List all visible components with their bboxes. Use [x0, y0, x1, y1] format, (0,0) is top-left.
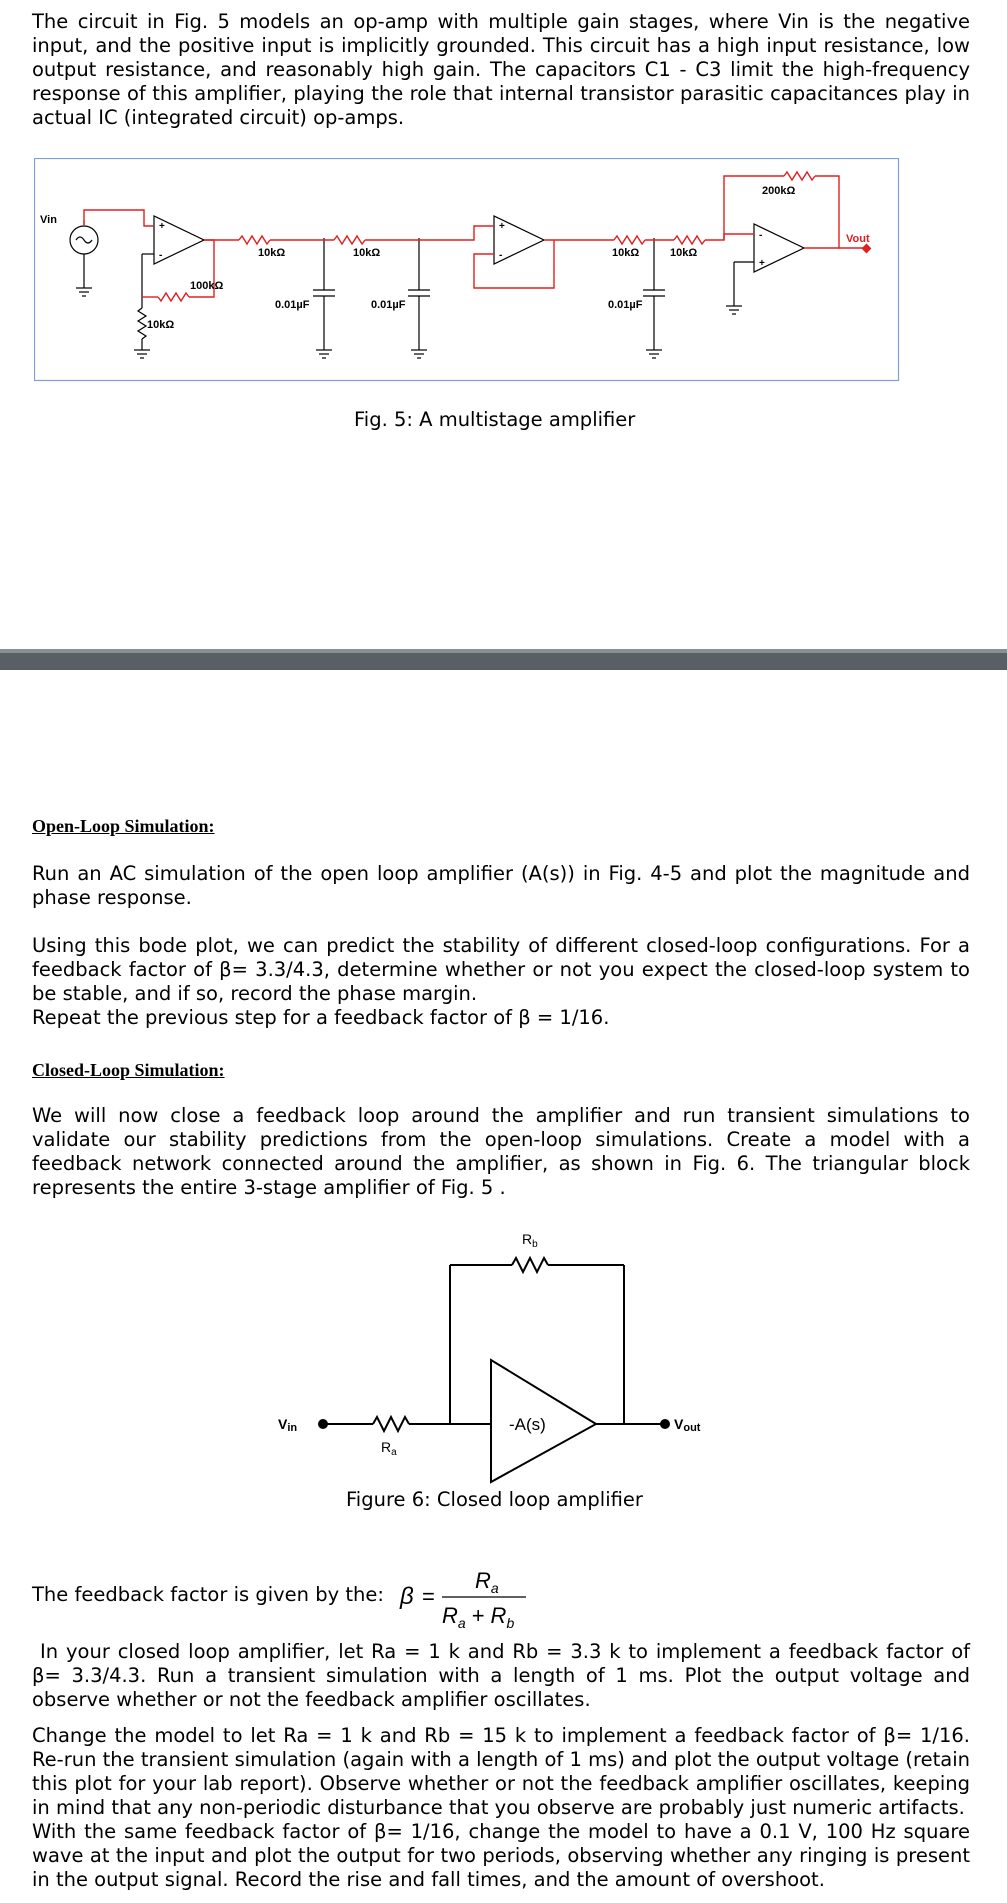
- den-ra: R: [442, 1603, 458, 1628]
- c1-label: 0.01µF: [275, 299, 310, 311]
- c3-label: 0.01µF: [608, 299, 643, 311]
- num-sub: a: [490, 1580, 499, 1596]
- svg-text:β: [399, 1583, 414, 1610]
- fig6-schematic: [270, 1225, 730, 1485]
- open-loop-p2a: Using this bode plot, we can predict the stability of different closed-loop configurations. For a feedback factor of β= 3.3/4.3, determine whether or not you expect the closed-loop system to be stable, and if so, record the phase margin.: [32, 934, 970, 1005]
- op2-plus: +: [499, 221, 505, 232]
- r-10k-bottom-label: 10kΩ: [147, 319, 175, 331]
- intro-paragraph: The circuit in Fig. 5 models an op-amp with multiple gain stages, where Vin is the negative input, and the positive input is implicitly grounded. This circuit has a high input resistance, low output resistance, and reasonably high gain. The capacitors C1 - C3 limit the high-frequency response of this amplifier, playing the role that internal transistor parasitic capacitances play in actual IC (integrated circuit) op-amps.: [32, 10, 970, 129]
- r-100k-label: 100kΩ: [190, 280, 224, 292]
- svg-text:Vout: [674, 1416, 701, 1434]
- vin-sub: in: [287, 1422, 298, 1434]
- fig5-caption: Fig. 5: A multistage amplifier: [354, 408, 636, 431]
- beta-symbol: β: [400, 1583, 414, 1610]
- svg-text:Ra+Rb: [442, 1603, 514, 1630]
- num-r: R: [475, 1568, 491, 1593]
- fig6-caption: Figure 6: Closed loop amplifier: [346, 1488, 643, 1511]
- fig5-schematic: [34, 158, 900, 382]
- feedback-lead: The feedback factor is given by the:: [32, 1583, 384, 1606]
- vin-label: V: [278, 1416, 288, 1432]
- op1-minus: -: [159, 250, 163, 261]
- op2-minus: -: [499, 250, 503, 261]
- fig5-vout-label: Vout: [846, 233, 870, 245]
- svg-text:Rb: [522, 1231, 538, 1250]
- ra-sub: a: [391, 1447, 397, 1458]
- vin-node-icon: [319, 1420, 327, 1428]
- op1-plus: +: [159, 221, 165, 232]
- eq-sign: =: [422, 1584, 435, 1609]
- r-10k-b-label: 10kΩ: [353, 247, 381, 259]
- c2-label: 0.01µF: [371, 299, 406, 311]
- svg-text:Vin: [278, 1416, 297, 1434]
- op3-minus: -: [759, 230, 763, 241]
- ra-resistor-icon: [373, 1417, 409, 1431]
- den-rb: R: [490, 1603, 507, 1628]
- rb-resistor-icon: [512, 1258, 548, 1272]
- open-loop-p1: Run an AC simulation of the open loop amplifier (A(s)) in Fig. 4-5 and plot the magnitude and phase response.: [32, 862, 970, 909]
- vout-label: V: [674, 1416, 684, 1432]
- rb-sub: b: [532, 1239, 538, 1250]
- open-loop-heading: Open-Loop Simulation:: [32, 816, 215, 836]
- den-rb-sub: b: [506, 1615, 515, 1630]
- r-10k-a-label: 10kΩ: [258, 247, 286, 259]
- rb-label: R: [522, 1231, 533, 1247]
- fig5-vin-label: Vin: [40, 214, 57, 226]
- op3-plus: +: [759, 258, 765, 269]
- den-plus: +: [471, 1603, 485, 1628]
- beta-equation: [398, 1562, 538, 1630]
- r-10k-d-label: 10kΩ: [670, 247, 698, 259]
- open-loop-p2b: Repeat the previous step for a feedback factor of β = 1/16.: [32, 1006, 610, 1029]
- final-p3: With the same feedback factor of β= 1/16, change the model to have a 0.1 V, 100 Hz square wave at the input and plot the output for two periods, observing whether any ringing is present in the output signal. Record the rise and fall times, and the amount of overshoot.: [32, 1820, 970, 1891]
- closed-loop-heading: Closed-Loop Simulation:: [32, 1060, 225, 1080]
- vout-node-icon: [661, 1420, 669, 1428]
- den-ra-sub: a: [457, 1615, 466, 1630]
- ra-label: R: [381, 1439, 392, 1455]
- r-200k-label: 200kΩ: [762, 185, 796, 197]
- page-divider: [0, 649, 1007, 670]
- vout-sub: out: [683, 1422, 701, 1434]
- amp-label: -A(s): [509, 1415, 546, 1434]
- closed-loop-p1: We will now close a feedback loop around the amplifier and run transient simulations to validate our stability predictions from the open-loop simulations. Create a model with a feedback network connected around the amplifier, as shown in Fig. 6. The triangular block represents the entire 3-stage amplifier of Fig. 5 .: [32, 1104, 970, 1199]
- svg-text:Ra: [381, 1439, 397, 1458]
- final-p1: In your closed loop amplifier, let Ra = 1 k and Rb = 3.3 k to implement a feedback factor of β= 3.3/4.3. Run a transient simulation with a length of 1 ms. Plot the output voltage and observe whether or not the feedback amplifier oscillates.: [32, 1640, 970, 1711]
- final-p2: Change the model to let Ra = 1 k and Rb = 15 k to implement a feedback factor of β= 1/16. Re-run the transient simulation (again with a length of 1 ms) and plot the output voltage (retain this plot for your lab report). Observe whether or not the feedback amplifier oscillates, keeping in mind that any non-periodic disturbance that you observe are probably just numeric artifacts.: [32, 1724, 970, 1819]
- svg-text:Ra: [475, 1568, 499, 1596]
- r-10k-c-label: 10kΩ: [612, 247, 640, 259]
